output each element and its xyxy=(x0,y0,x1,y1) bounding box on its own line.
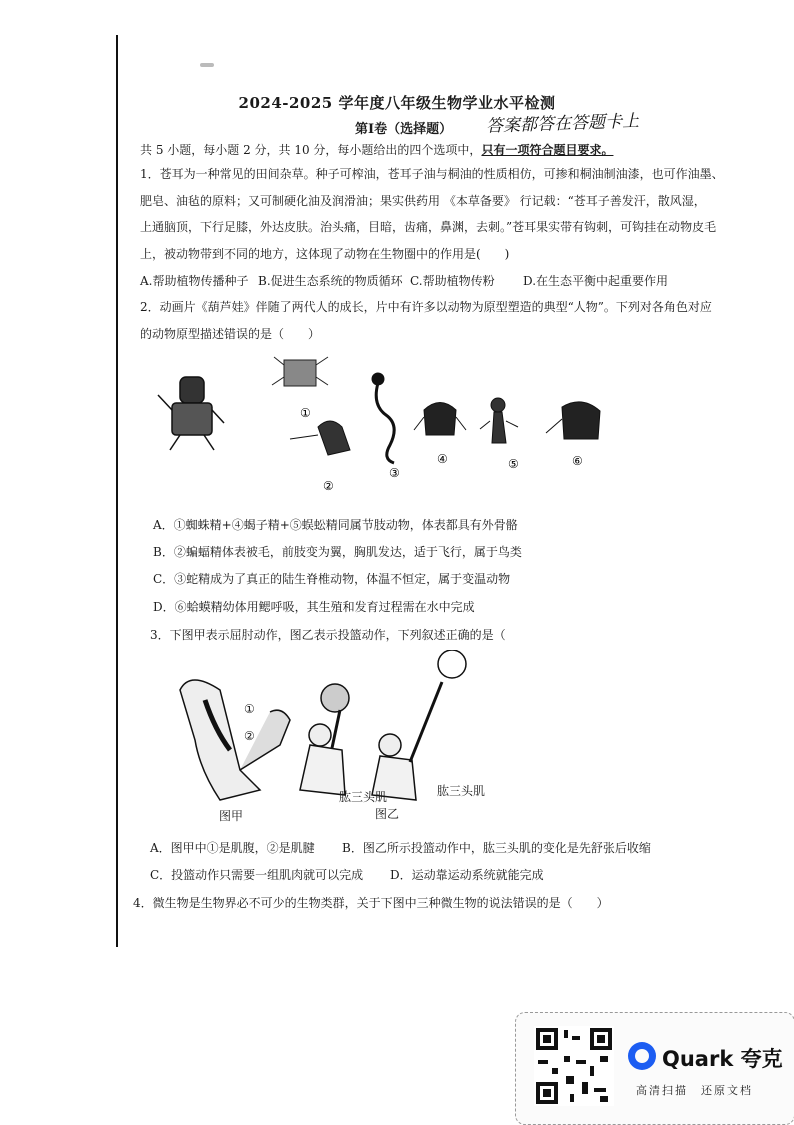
qr-code xyxy=(534,1026,614,1106)
spider-spirit-illustration xyxy=(272,357,328,386)
page-margin-line xyxy=(116,35,118,947)
q3-label-triceps-left: 肱三头肌 xyxy=(339,790,388,804)
q2-line-2: 的动物原型描述错误的是（ ） xyxy=(140,327,321,341)
q2-option-a: A．①蜘蛛精+④蝎子精+⑤蜈蚣精同属节肢动物，体表都具有外骨骼 xyxy=(153,518,518,532)
q2-option-c: C．③蛇精成为了真正的陆生脊椎动物，体温不恒定，属于变温动物 xyxy=(153,572,511,586)
exam-title: 2024-2025 学年度八年级生物学业水平检测 xyxy=(238,94,556,112)
q3-option-b: B．图乙所示投篮动作中，肱三头肌的变化是先舒张后收缩 xyxy=(342,841,651,855)
instructions: 共 5 小题，每小题 2 分，共 10 分，每小题给出的四个选项中，只有一项符合题目要求。 xyxy=(140,143,614,157)
bat-spirit-illustration xyxy=(290,421,350,455)
q1-line-3: 上通脑顶，下行足膝，外达皮肤。治头痛，目暗，齿痛，鼻渊，去刺。”苍耳果实带有钩刺，可钩挂在动物皮毛 xyxy=(140,220,717,234)
q3-option-c: C．投篮动作只需要一组肌肉就可以完成 xyxy=(150,868,364,882)
q1-option-d: D.在生态平衡中起重要作用 xyxy=(523,274,669,288)
q3-label-triceps-right: 肱三头肌 xyxy=(437,784,486,798)
q2-option-b: B．②蝙蝠精体表被毛，前肢变为翼，胸肌发达，适于飞行，属于鸟类 xyxy=(153,545,522,559)
quark-scan-badge xyxy=(515,1012,794,1125)
q4-line-1: 4．微生物是生物界必不可少的生物类群，关于下图中三种微生物的说法错误的是（ ） xyxy=(133,896,609,910)
q2-marker-6: ⑥ xyxy=(572,454,583,468)
q1-option-a: A.帮助植物传播种子 xyxy=(140,274,249,288)
q3-label-fig-a: 图甲 xyxy=(219,809,244,823)
q3-marker-2: ② xyxy=(244,729,255,743)
quark-brand: Quark 夸克 xyxy=(662,1047,783,1071)
q1-line-1: 1．苍耳为一种常见的田间杂草。种子可榨油，苍耳子油与桐油的性质相仿，可掺和桐油制油漆，也可作油墨、 xyxy=(140,167,724,181)
q2-marker-4: ④ xyxy=(437,452,448,466)
q2-line-1: 2．动画片《葫芦娃》伴随了两代人的成长，片中有许多以动物为原型塑造的典型“人物”。下列对各角色对应 xyxy=(140,300,712,314)
q3-option-a: A．图甲中①是肌腹，②是肌腱 xyxy=(150,841,315,855)
q3-label-fig-b: 图乙 xyxy=(375,807,400,821)
elbow-flexion-arm-illustration xyxy=(180,680,290,800)
handwritten-note: 答案都答在答题卡上 xyxy=(485,111,640,137)
q2-marker-2: ② xyxy=(323,479,334,493)
huluwa-character-illustration xyxy=(158,377,224,450)
q1-line-2: 肥皂、油毡的原料；又可制硬化油及润滑油；果实供药用 《本草备要》 行记载：“苍耳子善发汗，散风湿， xyxy=(140,194,706,208)
q1-option-c: C.帮助植物传粉 xyxy=(410,274,495,288)
q2-option-d: D．⑥蛤蟆精幼体用鳃呼吸，其生殖和发育过程需在水中完成 xyxy=(153,600,475,614)
q2-marker-3: ③ xyxy=(389,466,400,480)
instructions-emphasis: 只有一项符合题目要求。 xyxy=(481,143,614,157)
toad-spirit-illustration xyxy=(546,402,600,439)
scan-speck xyxy=(200,63,214,67)
quark-logo-icon xyxy=(628,1042,656,1070)
quark-tagline: 高清扫描 还原文档 xyxy=(636,1084,753,1097)
snake-spirit-illustration xyxy=(373,374,394,463)
q2-character-figure xyxy=(150,355,620,500)
scorpion-spirit-illustration xyxy=(414,403,466,436)
q3-line-1: 3．下图甲表示屈肘动作，图乙表示投篮动作，下列叙述正确的是（ xyxy=(150,628,506,642)
q1-line-4: 上，被动物带到不同的地方，这体现了动物在生物圈中的作用是( ) xyxy=(140,247,510,261)
centipede-spirit-illustration xyxy=(480,398,518,443)
basketball-shot-figure-1 xyxy=(300,684,349,795)
q3-marker-1: ① xyxy=(244,702,255,716)
q2-marker-5: ⑤ xyxy=(508,457,519,471)
q3-figure xyxy=(160,650,500,830)
q1-option-b: B.促进生态系统的物质循环 xyxy=(258,274,403,288)
basketball-shot-figure-2 xyxy=(372,650,466,800)
q3-option-d: D．运动靠运动系统就能完成 xyxy=(390,868,544,882)
section-heading: 第Ⅰ卷（选择题） xyxy=(355,122,453,137)
q2-marker-1: ① xyxy=(300,406,311,420)
